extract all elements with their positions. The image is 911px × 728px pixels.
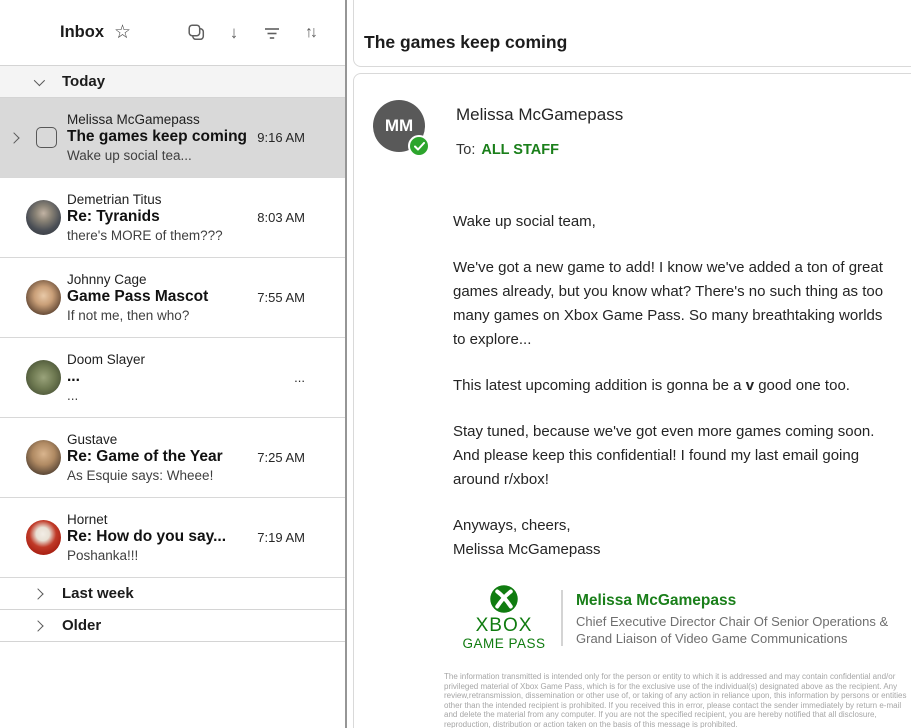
section-label: Older	[62, 617, 102, 634]
section-header-older[interactable]	[0, 610, 345, 642]
email-sender: Melissa McGamepass	[67, 112, 200, 127]
avatar-demetrian-titus	[26, 200, 61, 235]
message-body: Wake up social team, We've got a new game to add! I know we've added a ton of great games already, but you know what? There's no such thing as too many games on Xbox Game Pass. So many breathtaking worlds to explore... This latest upcoming addition is gonna be a v good one too. Stay tuned, because we've got even more games coming soon. And please keep this confidential! I found my last email going around r/xbox! Anyways, cheers, Melissa McGamepass	[453, 213, 884, 558]
email-list-item[interactable]	[0, 258, 345, 338]
email-time: 9:16 AM	[257, 129, 305, 145]
email-list-item[interactable]	[0, 418, 345, 498]
favorite-star-icon[interactable]: ☆	[114, 22, 132, 43]
verified-check-icon	[408, 135, 430, 157]
email-preview: ...	[67, 388, 79, 403]
list-toolbar	[0, 0, 345, 66]
email-subject: Re: How do you say...	[67, 528, 227, 545]
email-subject: The games keep coming	[67, 128, 248, 145]
email-subject: ...	[67, 368, 80, 385]
logo-text-xbox: XBOX	[475, 615, 533, 636]
signature-name: Melissa McGamepass	[576, 591, 737, 609]
email-sender: Hornet	[67, 512, 108, 527]
email-time: ...	[294, 369, 305, 385]
email-time: 7:55 AM	[257, 289, 305, 305]
signature-role-line1: Chief Executive Director Chair Of Senior Operations &	[576, 613, 889, 629]
section-label: Last week	[62, 585, 134, 602]
email-list-item[interactable]	[0, 338, 345, 418]
select-checkbox[interactable]	[36, 127, 57, 148]
toolbar-icon-group	[187, 24, 319, 42]
xbox-orb-icon	[489, 584, 519, 614]
signature-divider	[561, 590, 563, 646]
section-chevron-icon	[32, 620, 43, 631]
inbox-title: Inbox	[60, 23, 104, 41]
avatar-hornet	[26, 520, 61, 555]
email-list-pane	[0, 0, 347, 728]
sender-initials: MM	[373, 100, 425, 152]
email-preview: there's MORE of them???	[67, 228, 223, 243]
email-list	[0, 66, 345, 642]
email-signature	[461, 584, 911, 652]
legal-disclaimer: The information transmitted is intended only for the person or entity to which it is addressed and may contain confidential and/or privileged material of Xbox Game Pass, which is for the exclusive use of the individual(s) designated above as the recipient. Any review,retransmission, dissemination or other use of, or taking of any action in reliance upon, this information by persons or entities other than the intended recipient is prohibited. If you received this in error, please contact the sender immediately by return e-mail and delete the material from any computer. If you are not the specified recipient, you are hereby notified that all disclosure, reproduction, distribution or action taken on the basis of this message is prohibited.	[444, 672, 907, 728]
email-preview: As Esquie says: Wheee!	[67, 468, 214, 483]
email-sender: Gustave	[67, 432, 118, 447]
xbox-game-pass-logo	[461, 584, 547, 652]
sender-avatar[interactable]	[373, 100, 425, 152]
email-subject: Game Pass Mascot	[67, 288, 209, 305]
email-sender: Johnny Cage	[67, 272, 147, 287]
logo-text-gamepass: GAME PASS	[462, 636, 546, 651]
select-all-icon[interactable]	[187, 24, 205, 42]
email-preview: If not me, then who?	[67, 308, 190, 323]
message-title-bar	[353, 0, 911, 67]
email-sender: Demetrian Titus	[67, 192, 162, 207]
recipient-line	[456, 142, 623, 158]
email-time: 8:03 AM	[257, 209, 305, 225]
email-time: 7:19 AM	[257, 529, 305, 545]
message-card	[353, 73, 911, 728]
email-subject: Re: Game of the Year	[67, 448, 223, 465]
sort-icon[interactable]: ↑↓	[305, 23, 315, 41]
avatar-doom-slayer	[26, 360, 61, 395]
sender-name: Melissa McGamepass	[456, 105, 624, 124]
avatar-johnny-cage	[26, 280, 61, 315]
email-list-item[interactable]	[0, 98, 345, 178]
email-sender: Doom Slayer	[67, 352, 146, 367]
message-title: The games keep coming	[364, 32, 568, 52]
filter-icon[interactable]	[263, 24, 281, 42]
section-header-last-week[interactable]	[0, 578, 345, 610]
email-preview: Poshanka!!!	[67, 548, 139, 563]
recipient-link[interactable]: ALL STAFF	[481, 142, 559, 158]
email-preview: Wake up social tea...	[67, 148, 192, 163]
email-list-item[interactable]	[0, 178, 345, 258]
reading-pane	[347, 0, 911, 728]
move-down-icon[interactable]: ↓	[229, 22, 239, 42]
section-chevron-icon	[32, 588, 43, 599]
section-chevron-icon	[34, 74, 45, 85]
email-time: 7:25 AM	[257, 449, 305, 465]
avatar-gustave	[26, 440, 61, 475]
to-label: To:	[456, 142, 476, 158]
signature-text	[576, 590, 888, 647]
email-subject: Re: Tyranids	[67, 208, 160, 225]
signature-role-line2: Grand Liaison of Video Game Communications	[576, 630, 848, 646]
section-header-today[interactable]	[0, 66, 345, 98]
message-header	[373, 100, 911, 158]
section-label: Today	[62, 73, 106, 90]
email-list-item[interactable]	[0, 498, 345, 578]
message-meta	[456, 100, 623, 158]
expand-chevron-icon	[6, 134, 22, 142]
